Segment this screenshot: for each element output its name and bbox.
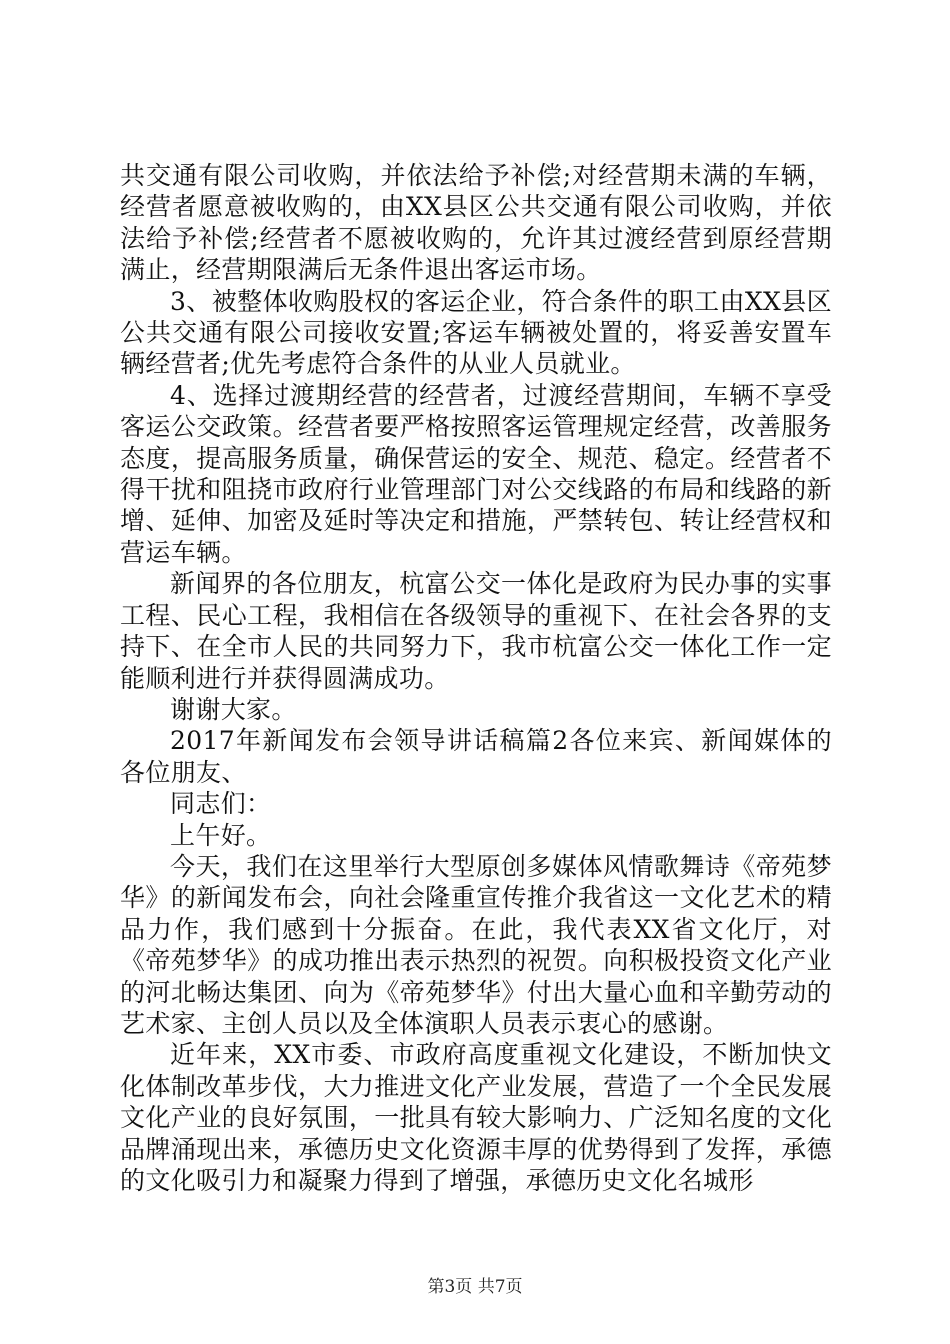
paragraph-thanks: 谢谢大家。 xyxy=(170,694,297,724)
document-body xyxy=(120,160,832,1196)
paragraph-speech-2-heading: 2017年新闻发布会领导讲话稿篇2各位来宾、新闻媒体的各位朋友、 xyxy=(120,726,832,787)
paragraph-continuation: 共交通有限公司收购，并依法给予补偿;对经营期未满的车辆，经营者愿意被收购的，由XX县区公共交通有限公司收购，并依法给予补偿;经营者不愿被收购的，允许其过渡经营到原经营期满止，经营期限满后无条件退出客运市场。 xyxy=(120,161,832,285)
paragraph-item-4: 4、选择过渡期经营的经营者，过渡经营期间，车辆不享受客运公交政策。经营者要严格按照客运管理规定经营，改善服务态度，提高服务质量，确保营运的安全、规范、稳定。经营者不得干扰和阻挠市政府行业管理部门对公交线路的布局和线路的新增、延伸、加密及延时等决定和措施，严禁转包、转让经营权和营运车辆。 xyxy=(120,380,832,567)
paragraph-closing: 新闻界的各位朋友，杭富公交一体化是政府为民办事的实事工程、民心工程，我相信在各级领导的重视下、在社会各界的支持下、在全市人民的共同努力下，我市杭富公交一体化工作一定能顺利进行并获得圆满成功。 xyxy=(120,569,832,693)
paragraph-recent-years: 近年来，XX市委、市政府高度重视文化建设，不断加快文化体制改革步伐，大力推进文化产业发展，营造了一个全民发展文化产业的良好氛围，一批具有较大影响力、广泛知名度的文化品牌涌现出来，承德历史文化资源丰厚的优势得到了发挥，承德的文化吸引力和凝聚力得到了增强，承德历史文化名城形 xyxy=(120,1040,832,1195)
paragraph-salutation: 同志们： xyxy=(170,789,272,819)
paragraph-item-3: 3、被整体收购股权的客运企业，符合条件的职工由XX县区公共交通有限公司接收安置;客运车辆被处置的，将妥善安置车辆经营者;优先考虑符合条件的从业人员就业。 xyxy=(120,286,832,379)
page-footer: 第3页 共7页 xyxy=(427,1277,523,1297)
paragraph-today: 今天，我们在这里举行大型原创多媒体风情歌舞诗《帝苑梦华》的新闻发布会，向社会隆重宣传推介我省这一文化艺术的精品力作，我们感到十分振奋。在此，我代表XX省文化厅，对《帝苑梦华》的成功推出表示热烈的祝贺。向积极投资文化产业的河北畅达集团、向为《帝苑梦华》付出大量心血和辛勤劳动的艺术家、主创人员以及全体演职人员表示衷心的感谢。 xyxy=(120,851,832,1038)
paragraph-greeting: 上午好。 xyxy=(170,820,272,850)
